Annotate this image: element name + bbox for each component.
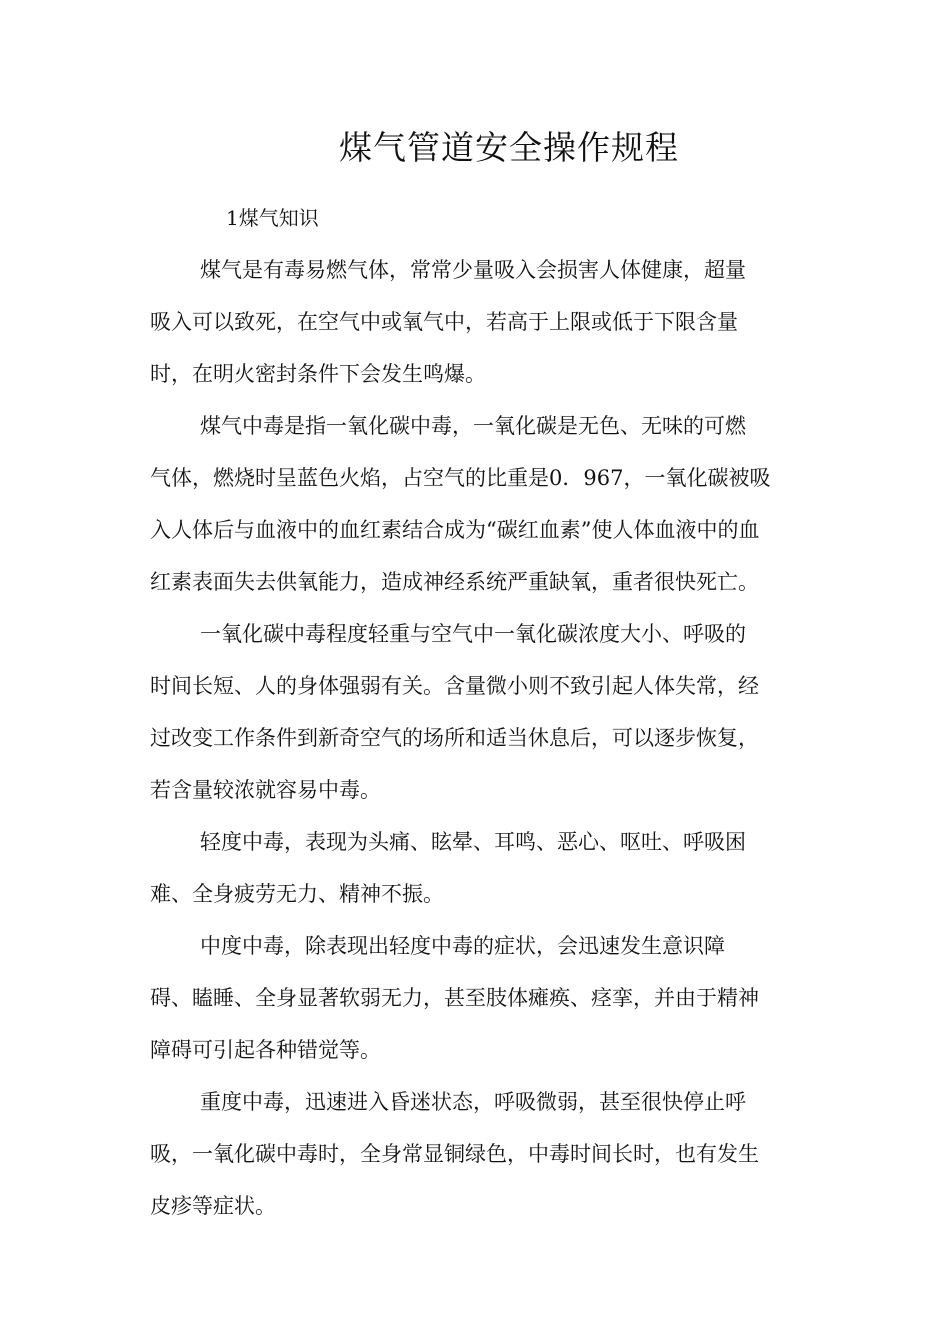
paragraph-line: 煤气中毒是指一氧化碳中毒，一氧化碳是无色、无味的可燃 xyxy=(200,414,746,438)
paragraph-line: 障碍可引起各种错觉等。 xyxy=(150,1038,381,1062)
paragraph-line: 碍、瞌睡、全身显著软弱无力，甚至肢体瘫痪、痉挛，并由于精神 xyxy=(150,986,759,1010)
paragraph-line: 皮疹等症状。 xyxy=(150,1194,276,1218)
paragraph-line: 吸，一氧化碳中毒时，全身常显铜绿色，中毒时间长时，也有发生 xyxy=(150,1142,759,1166)
paragraph-line: 入人体后与血液中的血红素结合成为“碳红血素”使人体血液中的血 xyxy=(150,518,760,542)
section-heading: 1煤气知识 xyxy=(226,206,319,230)
paragraph-line: 中度中毒，除表现出轻度中毒的症状，会迅速发生意识障 xyxy=(200,934,725,958)
paragraph-line: 红素表面失去供氧能力，造成神经系统严重缺氧，重者很快死亡。 xyxy=(150,570,759,594)
paragraph-line: 气体，燃烧时呈蓝色火焰，占空气的比重是0．967，一氧化碳被吸 xyxy=(150,466,771,490)
paragraph-line: 轻度中毒，表现为头痛、眩晕、耳鸣、恶心、呕吐、呼吸困 xyxy=(200,830,746,854)
paragraph-line: 煤气是有毒易燃气体，常常少量吸入会损害人体健康，超量 xyxy=(200,258,746,282)
paragraph-line: 时，在明火密封条件下会发生鸣爆。 xyxy=(150,362,486,386)
paragraph-line: 过改变工作条件到新奇空气的场所和适当休息后，可以逐步恢复， xyxy=(150,726,759,750)
paragraph-line: 若含量较浓就容易中毒。 xyxy=(150,778,381,802)
paragraph-line: 难、全身疲劳无力、精神不振。 xyxy=(150,882,444,906)
document-body xyxy=(150,244,810,1232)
paragraph-line: 吸入可以致死，在空气中或氧气中，若高于上限或低于下限含量 xyxy=(150,310,738,334)
paragraph-line: 重度中毒，迅速进入昏迷状态，呼吸微弱，甚至很快停止呼 xyxy=(200,1090,746,1114)
paragraph-line: 一氧化碳中毒程度轻重与空气中一氧化碳浓度大小、呼吸的 xyxy=(200,622,746,646)
document-title: 煤气管道安全操作规程 xyxy=(339,128,679,167)
paragraph-line: 时间长短、人的身体强弱有关。含量微小则不致引起人体失常，经 xyxy=(150,674,759,698)
